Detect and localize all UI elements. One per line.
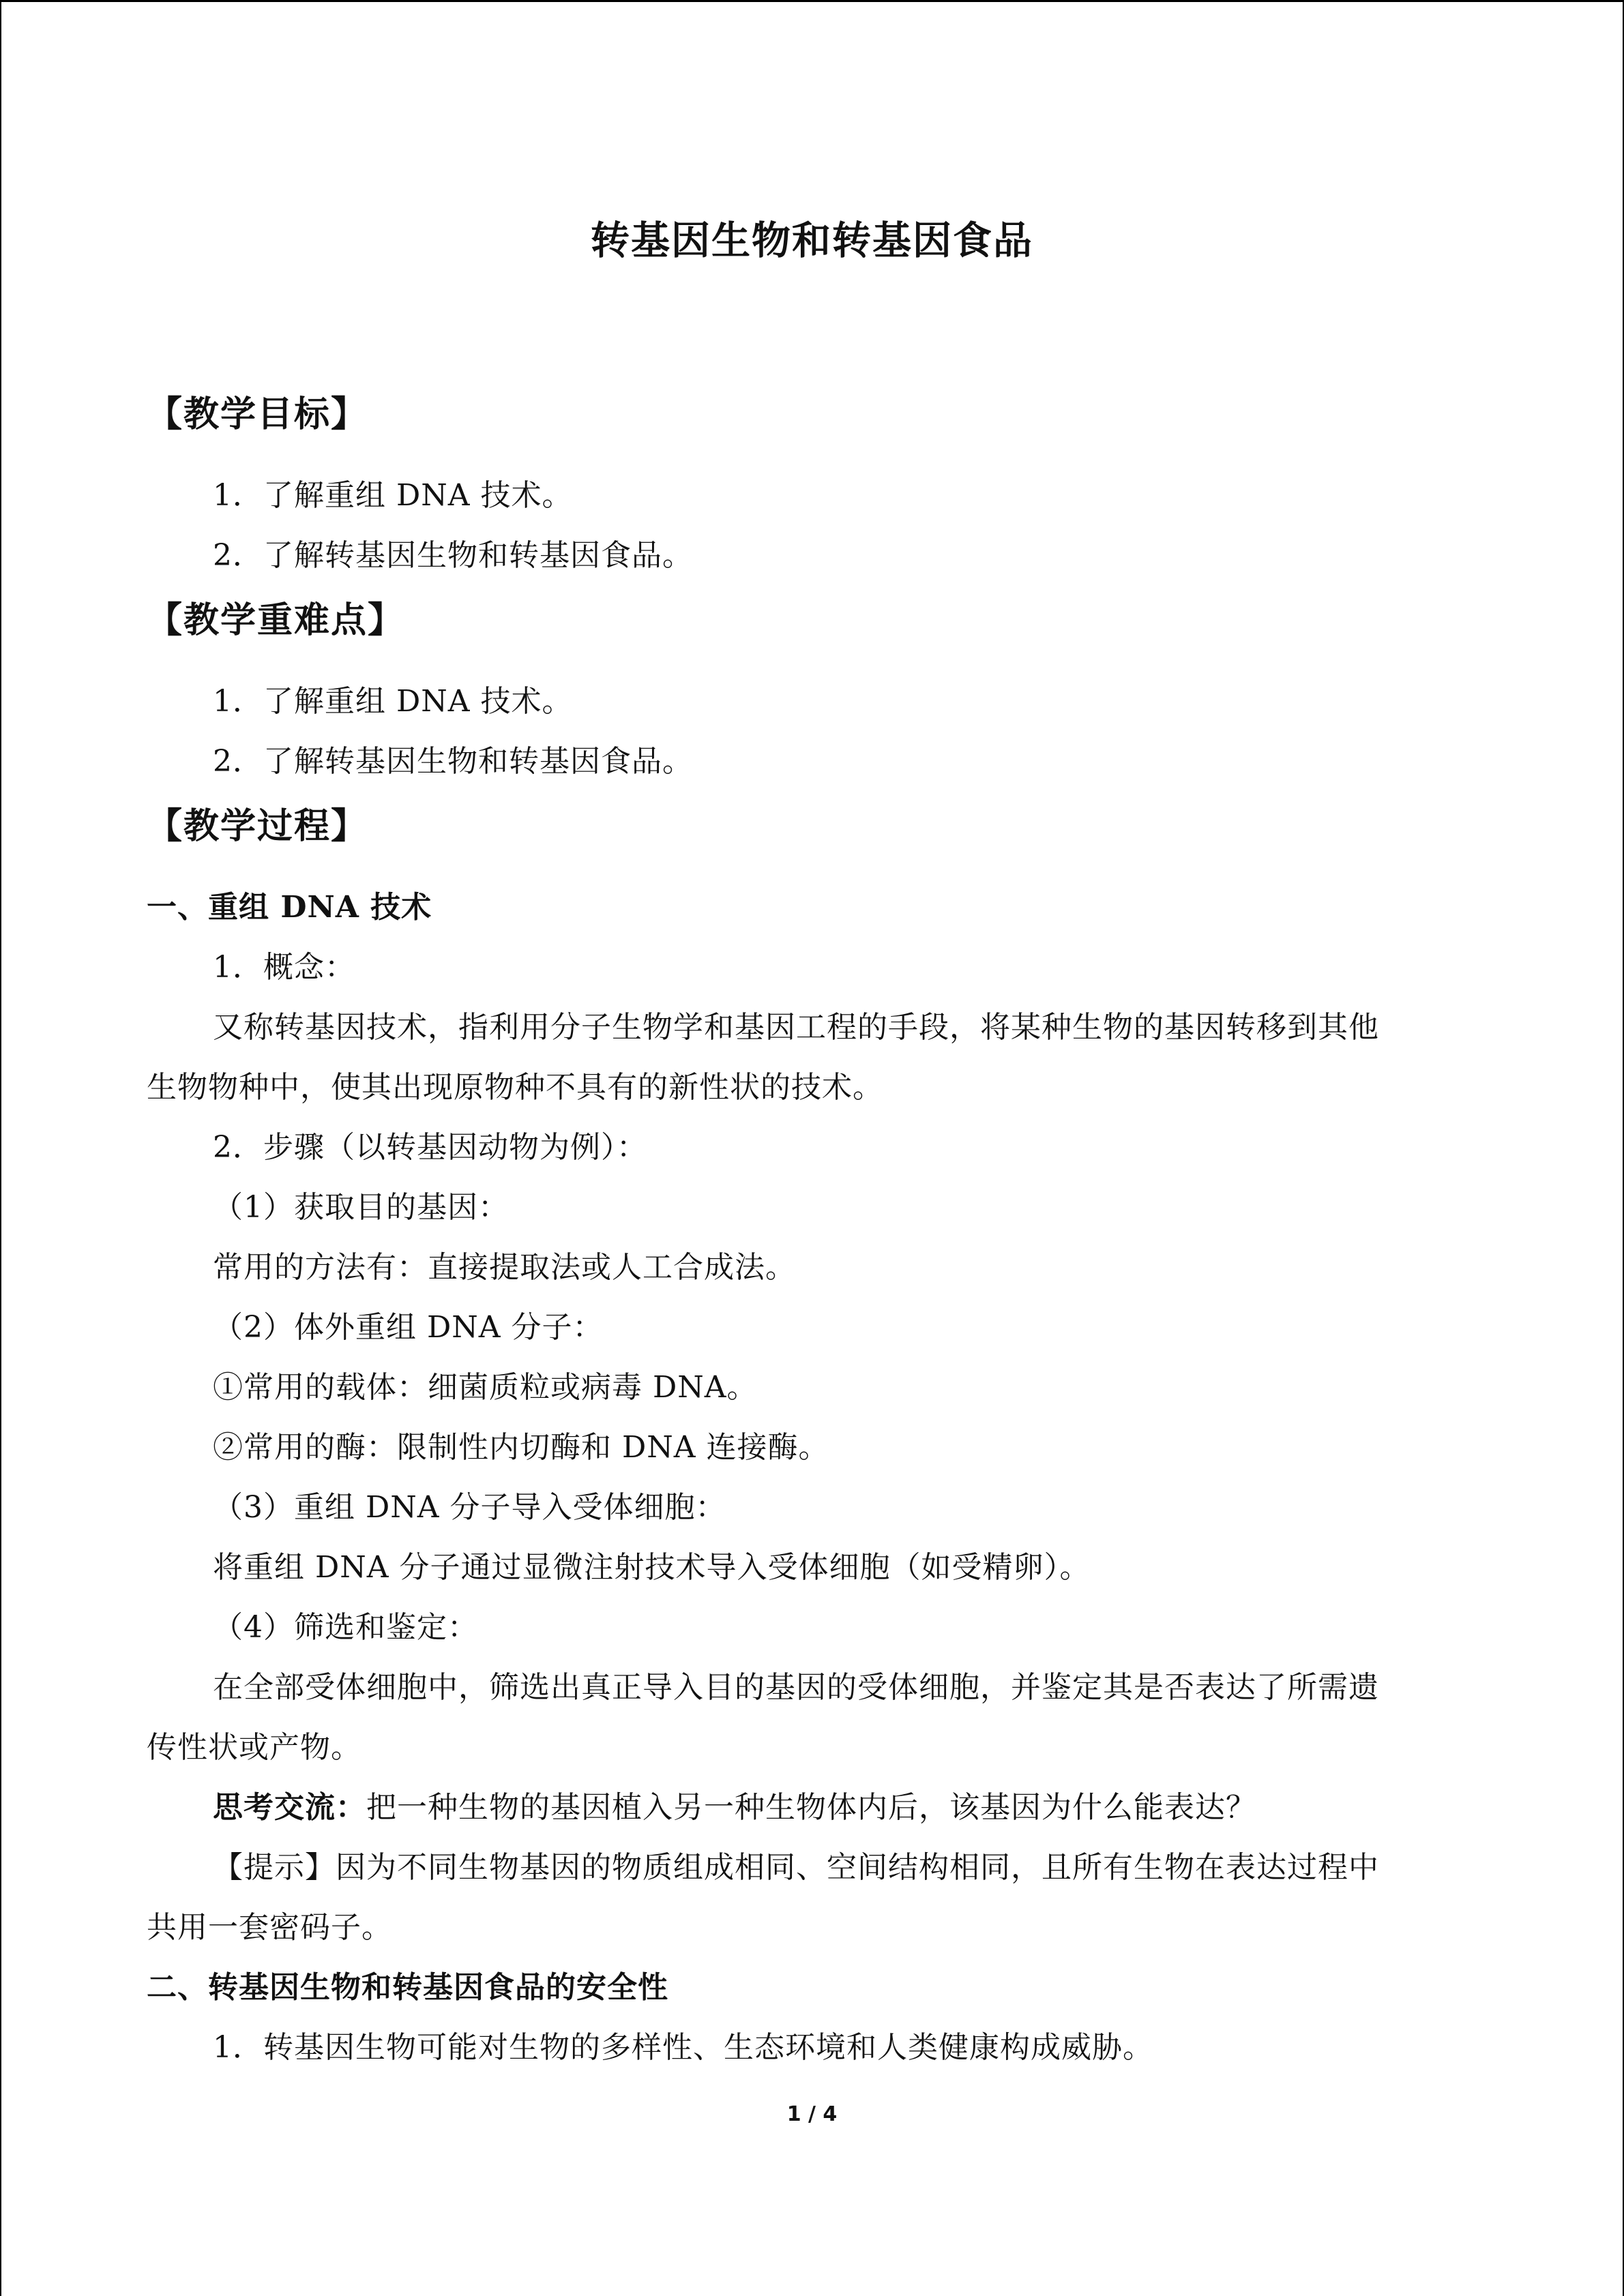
key-point-item-2: 2．了解转基因生物和转基因食品。 bbox=[213, 744, 693, 779]
step-4-title: （4）筛选和鉴定： bbox=[213, 1610, 478, 1645]
step-1-text: 常用的方法有：直接提取法或人工合成法。 bbox=[213, 1250, 796, 1285]
step-3-title: （3）重组 DNA 分子导入受体细胞： bbox=[213, 1490, 726, 1525]
document-title: 转基因生物和转基因食品 bbox=[591, 218, 1033, 263]
think-discuss-label: 思考交流： bbox=[213, 1790, 366, 1825]
step-1-title: （1）获取目的基因： bbox=[213, 1190, 509, 1225]
step-4-text-line-2: 传性状或产物。 bbox=[147, 1730, 361, 1765]
objective-item-1: 1．了解重组 DNA 技术。 bbox=[213, 478, 573, 513]
concept-label: 1．概念： bbox=[213, 950, 355, 985]
objectives-header: 【教学目标】 bbox=[147, 393, 368, 435]
key-point-item-1: 1．了解重组 DNA 技术。 bbox=[213, 684, 573, 719]
key-points-header: 【教学重难点】 bbox=[147, 599, 405, 641]
step-2-enzyme: ②常用的酶：限制性内切酶和 DNA 连接酶。 bbox=[213, 1430, 829, 1465]
step-2-carrier: ①常用的载体：细菌质粒或病毒 DNA。 bbox=[213, 1370, 758, 1405]
think-discuss bbox=[213, 1789, 1256, 1827]
section-2-heading: 二、转基因生物和转基因食品的安全性 bbox=[147, 1970, 668, 2005]
section-2-item-1: 1．转基因生物可能对生物的多样性、生态环境和人类健康构成威胁。 bbox=[213, 2030, 1153, 2065]
page-number: 1 / 4 bbox=[786, 2102, 838, 2126]
step-3-text: 将重组 DNA 分子通过显微注射技术导入受体细胞（如受精卵）。 bbox=[213, 1550, 1091, 1585]
objective-item-2: 2．了解转基因生物和转基因食品。 bbox=[213, 538, 693, 573]
concept-text-line-1: 又称转基因技术，指利用分子生物学和基因工程的手段，将某种生物的基因转移到其他 bbox=[213, 1010, 1379, 1045]
hint-text-line-2: 共用一套密码子。 bbox=[147, 1910, 392, 1945]
hint-text-line-1: 【提示】因为不同生物基因的物质组成相同、空间结构相同，且所有生物在表达过程中 bbox=[213, 1850, 1379, 1885]
step-2-title: （2）体外重组 DNA 分子： bbox=[213, 1310, 604, 1345]
concept-text-line-2: 生物物种中，使其出现原物种不具有的新性状的技术。 bbox=[147, 1070, 883, 1105]
steps-label: 2．步骤（以转基因动物为例）： bbox=[213, 1130, 647, 1165]
process-header: 【教学过程】 bbox=[147, 805, 368, 847]
think-discuss-text: 把一种生物的基因植入另一种生物体内后，该基因为什么能表达？ bbox=[366, 1790, 1256, 1825]
step-4-text-line-1: 在全部受体细胞中，筛选出真正导入目的基因的受体细胞，并鉴定其是否表达了所需遗 bbox=[213, 1670, 1379, 1705]
section-1-heading: 一、重组 DNA 技术 bbox=[147, 890, 432, 925]
